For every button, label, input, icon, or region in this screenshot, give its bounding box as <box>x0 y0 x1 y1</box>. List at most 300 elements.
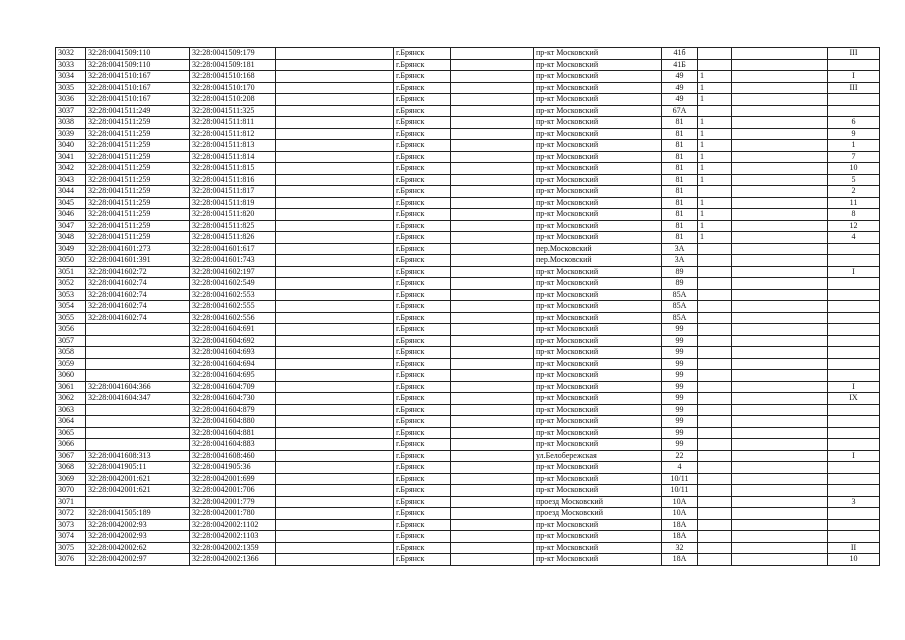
house-number-cell: 81 <box>662 197 698 209</box>
table-row <box>56 105 880 117</box>
street-cell: пр-кт Московский <box>534 59 662 71</box>
object-cadastral-number-cell: 32:28:0041602:555 <box>190 301 276 313</box>
land-cadastral-number-cell <box>86 358 190 370</box>
premises-number-cell <box>828 289 880 301</box>
row-number-cell: 3071 <box>56 496 86 508</box>
premises-number-cell <box>828 301 880 313</box>
land-cadastral-number-cell <box>86 324 190 336</box>
house-number-cell: 22 <box>662 450 698 462</box>
col-9-cell <box>698 462 732 474</box>
house-number-cell: 85А <box>662 312 698 324</box>
object-cadastral-number-cell: 32:28:0041604:693 <box>190 347 276 359</box>
street-cell: проезд Московский <box>534 496 662 508</box>
blank-col-10-cell <box>732 554 828 566</box>
street-cell: пр-кт Московский <box>534 554 662 566</box>
premises-number-cell: I <box>828 71 880 83</box>
city-cell: г.Брянск <box>394 197 451 209</box>
table-row <box>56 312 880 324</box>
premises-number-cell: III <box>828 82 880 94</box>
blank-col-10-cell <box>732 301 828 313</box>
row-number-cell: 3057 <box>56 335 86 347</box>
row-number-cell: 3045 <box>56 197 86 209</box>
street-cell: пр-кт Московский <box>534 278 662 290</box>
blank-col-4-cell <box>276 94 394 106</box>
col-9-cell <box>698 370 732 382</box>
land-cadastral-number-cell <box>86 335 190 347</box>
house-number-cell: 89 <box>662 278 698 290</box>
blank-col-6-cell <box>451 117 534 129</box>
blank-col-6-cell <box>451 186 534 198</box>
premises-number-cell <box>828 105 880 117</box>
col-9-cell: 1 <box>698 151 732 163</box>
col-9-cell: 1 <box>698 128 732 140</box>
premises-number-cell <box>828 416 880 428</box>
blank-col-4-cell <box>276 542 394 554</box>
blank-col-10-cell <box>732 59 828 71</box>
house-number-cell: 99 <box>662 439 698 451</box>
land-cadastral-number-cell: 32:28:0041602:72 <box>86 266 190 278</box>
street-cell: пр-кт Московский <box>534 301 662 313</box>
house-number-cell: 32 <box>662 542 698 554</box>
col-9-cell: 1 <box>698 209 732 221</box>
blank-col-4-cell <box>276 312 394 324</box>
city-cell: г.Брянск <box>394 163 451 175</box>
object-cadastral-number-cell: 32:28:0041604:692 <box>190 335 276 347</box>
col-9-cell <box>698 439 732 451</box>
row-number-cell: 3059 <box>56 358 86 370</box>
row-number-cell: 3051 <box>56 266 86 278</box>
table-row <box>56 393 880 405</box>
object-cadastral-number-cell: 32:28:0042001:780 <box>190 508 276 520</box>
blank-col-4-cell <box>276 404 394 416</box>
object-cadastral-number-cell: 32:28:0042002:1103 <box>190 531 276 543</box>
land-cadastral-number-cell: 32:28:0041511:259 <box>86 209 190 221</box>
city-cell: г.Брянск <box>394 508 451 520</box>
table-row <box>56 427 880 439</box>
row-number-cell: 3053 <box>56 289 86 301</box>
street-cell: пр-кт Московский <box>534 174 662 186</box>
premises-number-cell <box>828 462 880 474</box>
blank-col-6-cell <box>451 48 534 60</box>
street-cell: пр-кт Московский <box>534 105 662 117</box>
table-row <box>56 128 880 140</box>
blank-col-10-cell <box>732 496 828 508</box>
city-cell: г.Брянск <box>394 289 451 301</box>
table-row <box>56 554 880 566</box>
col-9-cell: 1 <box>698 71 732 83</box>
table-row <box>56 335 880 347</box>
blank-col-6-cell <box>451 427 534 439</box>
premises-number-cell <box>828 59 880 71</box>
table-row <box>56 439 880 451</box>
table-row <box>56 404 880 416</box>
blank-col-10-cell <box>732 197 828 209</box>
object-cadastral-number-cell: 32:28:0041604:695 <box>190 370 276 382</box>
blank-col-6-cell <box>451 462 534 474</box>
city-cell: г.Брянск <box>394 358 451 370</box>
table-row <box>56 140 880 152</box>
blank-col-10-cell <box>732 48 828 60</box>
blank-col-4-cell <box>276 508 394 520</box>
blank-col-4-cell <box>276 531 394 543</box>
premises-number-cell: 2 <box>828 186 880 198</box>
table-row <box>56 220 880 232</box>
object-cadastral-number-cell: 32:28:0041602:556 <box>190 312 276 324</box>
city-cell: г.Брянск <box>394 186 451 198</box>
house-number-cell: 81 <box>662 128 698 140</box>
land-cadastral-number-cell: 32:28:0041602:74 <box>86 289 190 301</box>
house-number-cell: 99 <box>662 427 698 439</box>
object-cadastral-number-cell: 32:28:0041602:549 <box>190 278 276 290</box>
blank-col-6-cell <box>451 232 534 244</box>
land-cadastral-number-cell: 32:28:0041601:391 <box>86 255 190 267</box>
blank-col-4-cell <box>276 59 394 71</box>
land-cadastral-number-cell <box>86 416 190 428</box>
col-9-cell <box>698 312 732 324</box>
col-9-cell <box>698 393 732 405</box>
table-row <box>56 255 880 267</box>
blank-col-4-cell <box>276 128 394 140</box>
premises-number-cell <box>828 94 880 106</box>
premises-number-cell <box>828 473 880 485</box>
land-cadastral-number-cell <box>86 427 190 439</box>
table-row <box>56 174 880 186</box>
row-number-cell: 3047 <box>56 220 86 232</box>
city-cell: г.Брянск <box>394 439 451 451</box>
row-number-cell: 3055 <box>56 312 86 324</box>
blank-col-4-cell <box>276 105 394 117</box>
blank-col-6-cell <box>451 531 534 543</box>
city-cell: г.Брянск <box>394 255 451 267</box>
col-9-cell: 1 <box>698 163 732 175</box>
city-cell: г.Брянск <box>394 335 451 347</box>
premises-number-cell <box>828 508 880 520</box>
land-cadastral-number-cell: 32:28:0041511:259 <box>86 186 190 198</box>
house-number-cell: 41б <box>662 48 698 60</box>
blank-col-6-cell <box>451 94 534 106</box>
object-cadastral-number-cell: 32:28:0041608:460 <box>190 450 276 462</box>
street-cell: пр-кт Московский <box>534 439 662 451</box>
land-cadastral-number-cell: 32:28:0041511:259 <box>86 151 190 163</box>
row-number-cell: 3063 <box>56 404 86 416</box>
table-row <box>56 347 880 359</box>
house-number-cell: 81 <box>662 174 698 186</box>
blank-col-10-cell <box>732 381 828 393</box>
blank-col-10-cell <box>732 358 828 370</box>
house-number-cell: 81 <box>662 232 698 244</box>
object-cadastral-number-cell: 32:28:0041509:181 <box>190 59 276 71</box>
blank-col-10-cell <box>732 105 828 117</box>
blank-col-6-cell <box>451 554 534 566</box>
blank-col-10-cell <box>732 278 828 290</box>
row-number-cell: 3039 <box>56 128 86 140</box>
blank-col-6-cell <box>451 301 534 313</box>
row-number-cell: 3042 <box>56 163 86 175</box>
blank-col-10-cell <box>732 324 828 336</box>
blank-col-4-cell <box>276 151 394 163</box>
premises-number-cell: 3 <box>828 496 880 508</box>
premises-number-cell <box>828 485 880 497</box>
city-cell: г.Брянск <box>394 485 451 497</box>
premises-number-cell <box>828 427 880 439</box>
city-cell: г.Брянск <box>394 554 451 566</box>
house-number-cell: 3А <box>662 255 698 267</box>
street-cell: пр-кт Московский <box>534 370 662 382</box>
city-cell: г.Брянск <box>394 140 451 152</box>
house-number-cell: 81 <box>662 186 698 198</box>
col-9-cell <box>698 508 732 520</box>
object-cadastral-number-cell: 32:28:0041511:825 <box>190 220 276 232</box>
object-cadastral-number-cell: 32:28:0041511:816 <box>190 174 276 186</box>
city-cell: г.Брянск <box>394 278 451 290</box>
row-number-cell: 3048 <box>56 232 86 244</box>
col-9-cell <box>698 542 732 554</box>
blank-col-6-cell <box>451 128 534 140</box>
blank-col-10-cell <box>732 508 828 520</box>
premises-number-cell: 9 <box>828 128 880 140</box>
street-cell: пр-кт Московский <box>534 209 662 221</box>
street-cell: пер.Московский <box>534 255 662 267</box>
city-cell: г.Брянск <box>394 542 451 554</box>
city-cell: г.Брянск <box>394 94 451 106</box>
blank-col-6-cell <box>451 82 534 94</box>
blank-col-10-cell <box>732 531 828 543</box>
table-row <box>56 301 880 313</box>
premises-number-cell: II <box>828 542 880 554</box>
city-cell: г.Брянск <box>394 370 451 382</box>
blank-col-4-cell <box>276 427 394 439</box>
blank-col-4-cell <box>276 140 394 152</box>
blank-col-6-cell <box>451 404 534 416</box>
object-cadastral-number-cell: 32:28:0042002:1102 <box>190 519 276 531</box>
premises-number-cell: 4 <box>828 232 880 244</box>
blank-col-6-cell <box>451 140 534 152</box>
house-number-cell: 10А <box>662 508 698 520</box>
land-cadastral-number-cell: 32:28:0041602:74 <box>86 278 190 290</box>
blank-col-4-cell <box>276 554 394 566</box>
col-9-cell: 1 <box>698 94 732 106</box>
street-cell: пр-кт Московский <box>534 462 662 474</box>
blank-col-6-cell <box>451 312 534 324</box>
blank-col-6-cell <box>451 439 534 451</box>
object-cadastral-number-cell: 32:28:0041511:811 <box>190 117 276 129</box>
land-cadastral-number-cell: 32:28:0042002:62 <box>86 542 190 554</box>
blank-col-4-cell <box>276 232 394 244</box>
col-9-cell <box>698 48 732 60</box>
street-cell: пр-кт Московский <box>534 404 662 416</box>
street-cell: пр-кт Московский <box>534 48 662 60</box>
city-cell: г.Брянск <box>394 450 451 462</box>
object-cadastral-number-cell: 32:28:0041604:879 <box>190 404 276 416</box>
col-9-cell <box>698 531 732 543</box>
object-cadastral-number-cell: 32:28:0041509:179 <box>190 48 276 60</box>
house-number-cell: 99 <box>662 416 698 428</box>
premises-number-cell <box>828 370 880 382</box>
col-9-cell <box>698 266 732 278</box>
house-number-cell: 18А <box>662 531 698 543</box>
row-number-cell: 3067 <box>56 450 86 462</box>
city-cell: г.Брянск <box>394 462 451 474</box>
blank-col-6-cell <box>451 59 534 71</box>
blank-col-4-cell <box>276 450 394 462</box>
blank-col-4-cell <box>276 473 394 485</box>
row-number-cell: 3044 <box>56 186 86 198</box>
col-9-cell <box>698 301 732 313</box>
col-9-cell: 1 <box>698 140 732 152</box>
house-number-cell: 18А <box>662 554 698 566</box>
premises-number-cell <box>828 531 880 543</box>
object-cadastral-number-cell: 32:28:0042001:779 <box>190 496 276 508</box>
city-cell: г.Брянск <box>394 48 451 60</box>
blank-col-10-cell <box>732 82 828 94</box>
row-number-cell: 3052 <box>56 278 86 290</box>
land-cadastral-number-cell: 32:28:0041511:259 <box>86 140 190 152</box>
blank-col-10-cell <box>732 266 828 278</box>
street-cell: пр-кт Московский <box>534 128 662 140</box>
object-cadastral-number-cell: 32:28:0041602:197 <box>190 266 276 278</box>
object-cadastral-number-cell: 32:28:0042002:1359 <box>190 542 276 554</box>
table-row <box>56 197 880 209</box>
row-number-cell: 3049 <box>56 243 86 255</box>
blank-col-4-cell <box>276 370 394 382</box>
blank-col-6-cell <box>451 347 534 359</box>
blank-col-6-cell <box>451 335 534 347</box>
blank-col-4-cell <box>276 209 394 221</box>
premises-number-cell <box>828 404 880 416</box>
object-cadastral-number-cell: 32:28:0042001:706 <box>190 485 276 497</box>
street-cell: пр-кт Московский <box>534 324 662 336</box>
city-cell: г.Брянск <box>394 232 451 244</box>
blank-col-10-cell <box>732 243 828 255</box>
city-cell: г.Брянск <box>394 220 451 232</box>
blank-col-10-cell <box>732 393 828 405</box>
land-cadastral-number-cell: 32:28:0041505:189 <box>86 508 190 520</box>
table-row <box>56 117 880 129</box>
blank-col-10-cell <box>732 427 828 439</box>
row-number-cell: 3058 <box>56 347 86 359</box>
blank-col-4-cell <box>276 393 394 405</box>
object-cadastral-number-cell: 32:28:0042002:1366 <box>190 554 276 566</box>
street-cell: пр-кт Московский <box>534 71 662 83</box>
street-cell: пр-кт Московский <box>534 117 662 129</box>
table-row <box>56 324 880 336</box>
blank-col-10-cell <box>732 174 828 186</box>
blank-col-10-cell <box>732 94 828 106</box>
col-9-cell: 1 <box>698 117 732 129</box>
city-cell: г.Брянск <box>394 151 451 163</box>
house-number-cell: 3А <box>662 243 698 255</box>
house-number-cell: 99 <box>662 381 698 393</box>
land-cadastral-number-cell: 32:28:0041511:259 <box>86 232 190 244</box>
col-9-cell: 1 <box>698 197 732 209</box>
city-cell: г.Брянск <box>394 393 451 405</box>
table-row <box>56 531 880 543</box>
table-row <box>56 163 880 175</box>
land-cadastral-number-cell <box>86 496 190 508</box>
object-cadastral-number-cell: 32:28:0041511:819 <box>190 197 276 209</box>
row-number-cell: 3038 <box>56 117 86 129</box>
house-number-cell: 81 <box>662 117 698 129</box>
land-cadastral-number-cell: 32:28:0041511:259 <box>86 163 190 175</box>
object-cadastral-number-cell: 32:28:0041511:815 <box>190 163 276 175</box>
row-number-cell: 3050 <box>56 255 86 267</box>
row-number-cell: 3033 <box>56 59 86 71</box>
blank-col-10-cell <box>732 473 828 485</box>
premises-number-cell <box>828 358 880 370</box>
table-row <box>56 232 880 244</box>
house-number-cell: 99 <box>662 404 698 416</box>
house-number-cell: 10А <box>662 496 698 508</box>
land-cadastral-number-cell: 32:28:0041510:167 <box>86 82 190 94</box>
land-cadastral-number-cell: 32:28:0042002:93 <box>86 519 190 531</box>
premises-number-cell: 10 <box>828 554 880 566</box>
city-cell: г.Брянск <box>394 324 451 336</box>
city-cell: г.Брянск <box>394 174 451 186</box>
blank-col-4-cell <box>276 117 394 129</box>
premises-number-cell: III <box>828 48 880 60</box>
table-row <box>56 278 880 290</box>
blank-col-10-cell <box>732 439 828 451</box>
blank-col-6-cell <box>451 289 534 301</box>
house-number-cell: 4 <box>662 462 698 474</box>
table-row <box>56 485 880 497</box>
blank-col-6-cell <box>451 542 534 554</box>
blank-col-6-cell <box>451 416 534 428</box>
blank-col-4-cell <box>276 439 394 451</box>
premises-number-cell: 8 <box>828 209 880 221</box>
row-number-cell: 3075 <box>56 542 86 554</box>
house-number-cell: 81 <box>662 140 698 152</box>
street-cell: пр-кт Московский <box>534 151 662 163</box>
blank-col-6-cell <box>451 209 534 221</box>
blank-col-10-cell <box>732 71 828 83</box>
blank-col-10-cell <box>732 370 828 382</box>
object-cadastral-number-cell: 32:28:0041511:817 <box>190 186 276 198</box>
blank-col-6-cell <box>451 473 534 485</box>
land-cadastral-number-cell: 32:28:0041511:259 <box>86 128 190 140</box>
object-cadastral-number-cell: 32:28:0041905:36 <box>190 462 276 474</box>
house-number-cell: 10/11 <box>662 473 698 485</box>
table-row <box>56 266 880 278</box>
table-row <box>56 496 880 508</box>
object-cadastral-number-cell: 32:28:0041602:553 <box>190 289 276 301</box>
table-row <box>56 473 880 485</box>
street-cell: пр-кт Московский <box>534 266 662 278</box>
col-9-cell <box>698 496 732 508</box>
row-number-cell: 3041 <box>56 151 86 163</box>
premises-number-cell: 7 <box>828 151 880 163</box>
blank-col-4-cell <box>276 358 394 370</box>
blank-col-6-cell <box>451 450 534 462</box>
blank-col-4-cell <box>276 163 394 175</box>
city-cell: г.Брянск <box>394 404 451 416</box>
table-row <box>56 462 880 474</box>
table-row <box>56 71 880 83</box>
street-cell: пр-кт Московский <box>534 416 662 428</box>
blank-col-10-cell <box>732 151 828 163</box>
row-number-cell: 3065 <box>56 427 86 439</box>
land-cadastral-number-cell: 32:28:0041511:259 <box>86 197 190 209</box>
street-cell: пр-кт Московский <box>534 220 662 232</box>
table-row <box>56 370 880 382</box>
object-cadastral-number-cell: 32:28:0041511:814 <box>190 151 276 163</box>
blank-col-4-cell <box>276 462 394 474</box>
premises-number-cell: 1 <box>828 140 880 152</box>
premises-number-cell: 6 <box>828 117 880 129</box>
table-row <box>56 381 880 393</box>
blank-col-10-cell <box>732 255 828 267</box>
table-row <box>56 416 880 428</box>
